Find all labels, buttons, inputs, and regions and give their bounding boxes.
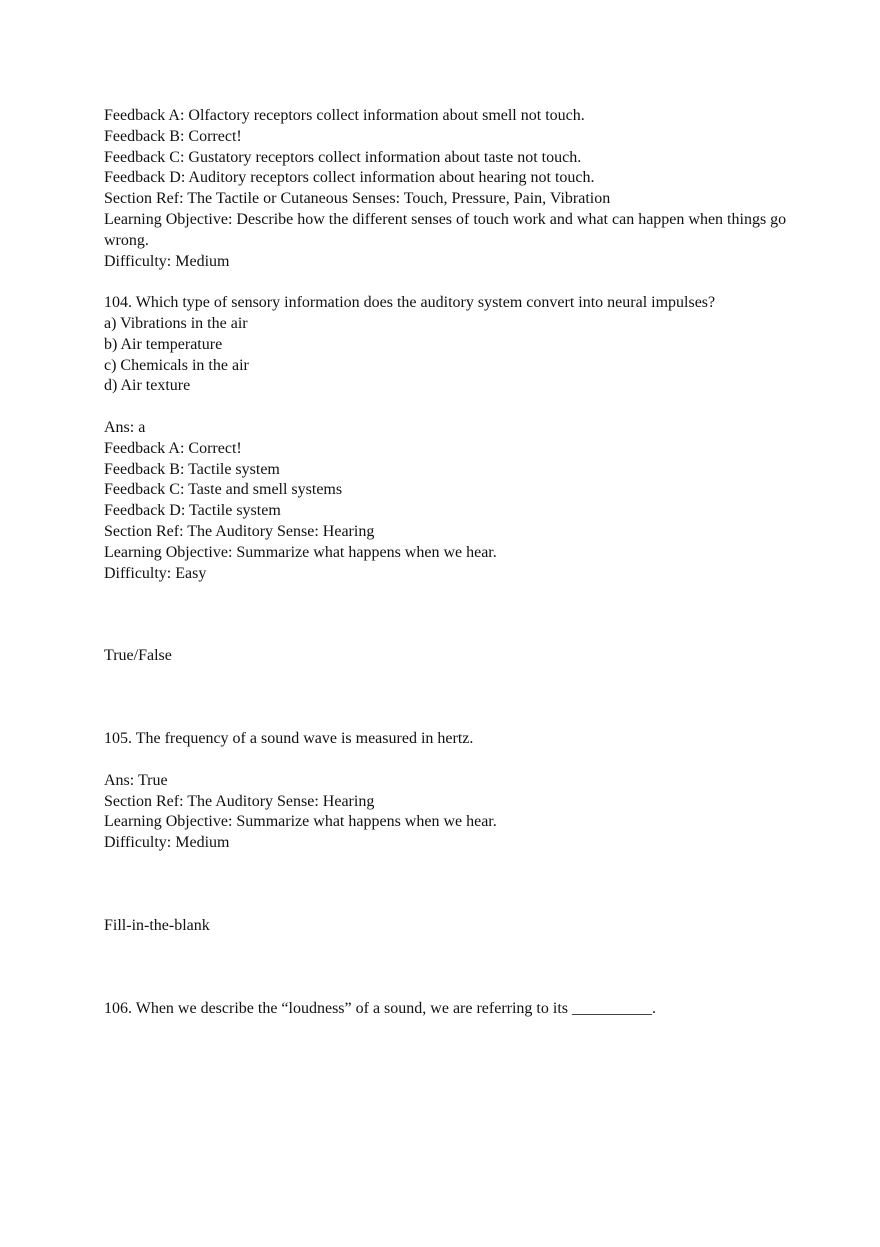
feedback-c: Feedback C: Taste and smell systems	[104, 481, 343, 499]
difficulty: Difficulty: Medium	[104, 834, 230, 852]
learning-objective: Learning Objective: Summarize what happens when we hear.	[104, 813, 497, 831]
spacer	[104, 854, 794, 916]
document-page	[104, 106, 794, 1020]
feedback-a: Feedback A: Correct!	[104, 439, 242, 457]
feedback-d: Feedback D: Tactile system	[104, 502, 281, 520]
option-a: a) Vibrations in the air	[104, 314, 248, 332]
option-b: b) Air temperature	[104, 335, 223, 353]
spacer	[104, 397, 794, 418]
question-text: 104. Which type of sensory information does the auditory system convert into neural impulses?	[104, 294, 716, 312]
section-ref: Section Ref: The Auditory Sense: Hearing	[104, 792, 375, 810]
section-heading-true-false: True/False	[104, 647, 172, 665]
question-105	[104, 729, 794, 854]
question-106	[104, 999, 794, 1020]
feedback-a: Feedback A: Olfactory receptors collect information about smell not touch.	[104, 107, 585, 124]
spacer	[104, 667, 794, 729]
option-d: d) Air texture	[104, 377, 191, 395]
question-104	[104, 293, 794, 584]
feedback-d: Feedback D: Auditory receptors collect information about hearing not touch.	[104, 169, 595, 187]
difficulty: Difficulty: Medium	[104, 252, 230, 270]
answer: Ans: a	[104, 418, 146, 436]
q103-tail	[104, 106, 794, 272]
feedback-b: Feedback B: Correct!	[104, 127, 242, 145]
spacer	[104, 750, 794, 771]
question-text: 105. The frequency of a sound wave is measured in hertz.	[104, 730, 474, 748]
difficulty: Difficulty: Easy	[104, 564, 207, 582]
answer: Ans: True	[104, 771, 168, 789]
section-heading-fill-in-the-blank: Fill-in-the-blank	[104, 916, 210, 934]
learning-objective: Learning Objective: Summarize what happens when we hear.	[104, 543, 497, 561]
spacer	[104, 937, 794, 999]
feedback-c: Feedback C: Gustatory receptors collect information about taste not touch.	[104, 148, 582, 166]
section-ref: Section Ref: The Auditory Sense: Hearing	[104, 522, 375, 540]
section-ref: Section Ref: The Tactile or Cutaneous Senses: Touch, Pressure, Pain, Vibration	[104, 190, 611, 208]
option-c: c) Chemicals in the air	[104, 356, 249, 374]
question-text: 106. When we describe the “loudness” of a sound, we are referring to its __________.	[104, 999, 656, 1017]
spacer	[104, 272, 794, 293]
spacer	[104, 584, 794, 646]
feedback-b: Feedback B: Tactile system	[104, 460, 280, 478]
learning-objective: Learning Objective: Describe how the different senses of touch work and what can happen when things go wrong.	[104, 210, 787, 249]
